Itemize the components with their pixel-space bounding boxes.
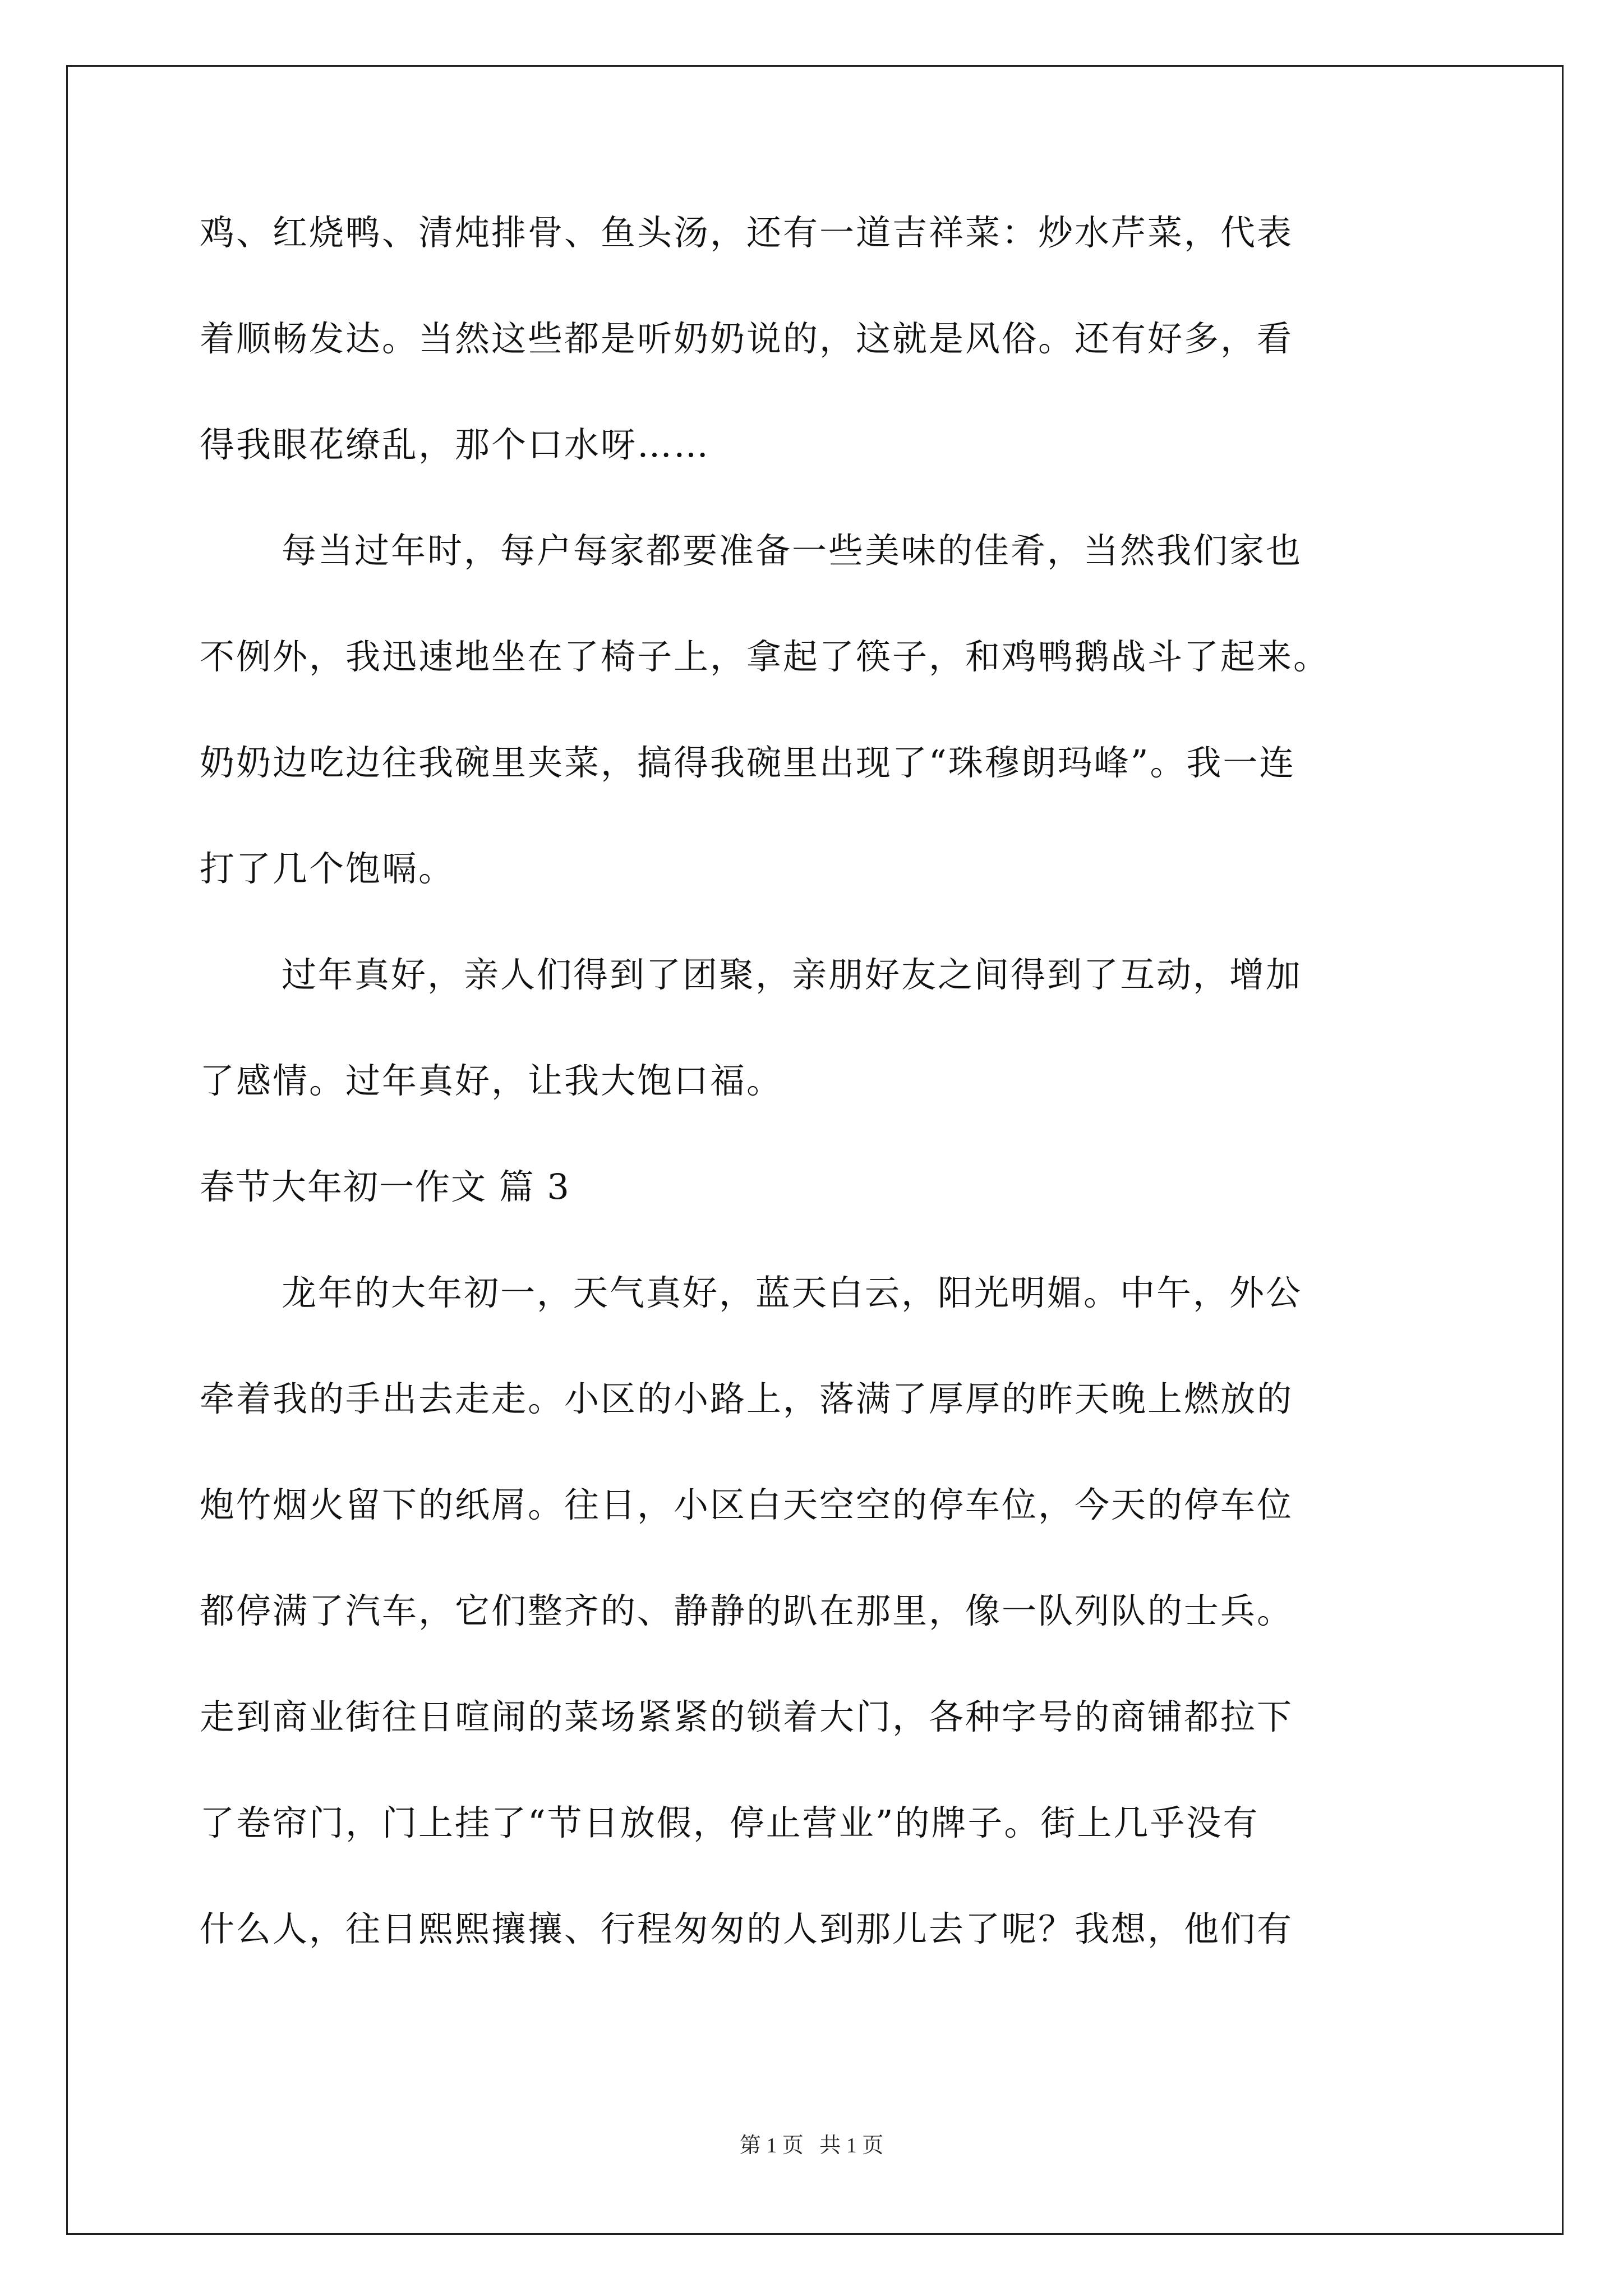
- text-line: 着顺畅发达。当然这些都是听奶奶说的，这就是风俗。还有好多，看: [200, 318, 1294, 359]
- text-line: 奶奶边吃边往我碗里夹菜，搞得我碗里出现了“珠穆朗玛峰”。我一连: [200, 742, 1296, 783]
- text-line: 牵着我的手出去走走。小区的小路上，落满了厚厚的昨天晚上燃放的: [200, 1378, 1294, 1419]
- text-line: 走到商业街往日喧闹的菜场紧紧的锁着大门，各种字号的商铺都拉下: [200, 1696, 1294, 1737]
- text-line: 不例外，我迅速地坐在了椅子上，拿起了筷子，和鸡鸭鹅战斗了起来。: [200, 636, 1330, 677]
- text-line: 都停满了汽车，它们整齐的、静静的趴在那里，像一队列队的士兵。: [200, 1590, 1294, 1631]
- paragraph-first-line: 每当过年时，每户每家都要准备一些美味的佳肴，当然我们家也: [282, 530, 1303, 571]
- text-line: 什么人，往日熙熙攘攘、行程匆匆的人到那儿去了呢？我想，他们有: [200, 1908, 1294, 1949]
- text-line: 了卷帘门，门上挂了“节日放假，停止营业”的牌子。街上几乎没有: [200, 1802, 1260, 1843]
- section-heading: 春节大年初一作文 篇 3: [200, 1166, 570, 1207]
- paragraph-first-line: 龙年的大年初一，天气真好，蓝天白云，阳光明媚。中午，外公: [282, 1272, 1303, 1313]
- paragraph-first-line: 过年真好，亲人们得到了团聚，亲朋好友之间得到了互动，增加: [282, 954, 1303, 995]
- text-line: 炮竹烟火留下的纸屑。往日，小区白天空空的停车位，今天的停车位: [200, 1484, 1294, 1525]
- text-line: 鸡、红烧鸭、清炖排骨、鱼头汤，还有一道吉祥菜：炒水芹菜，代表: [200, 212, 1294, 253]
- page-number-footer: 第 1 页 共 1 页: [739, 2134, 884, 2157]
- text-line: 打了几个饱嗝。: [200, 848, 455, 889]
- text-line: 得我眼花缭乱，那个口水呀……: [200, 424, 711, 465]
- document-body: [200, 208, 1433, 2010]
- text-line: 了感情。过年真好，让我大饱口福。: [200, 1060, 783, 1101]
